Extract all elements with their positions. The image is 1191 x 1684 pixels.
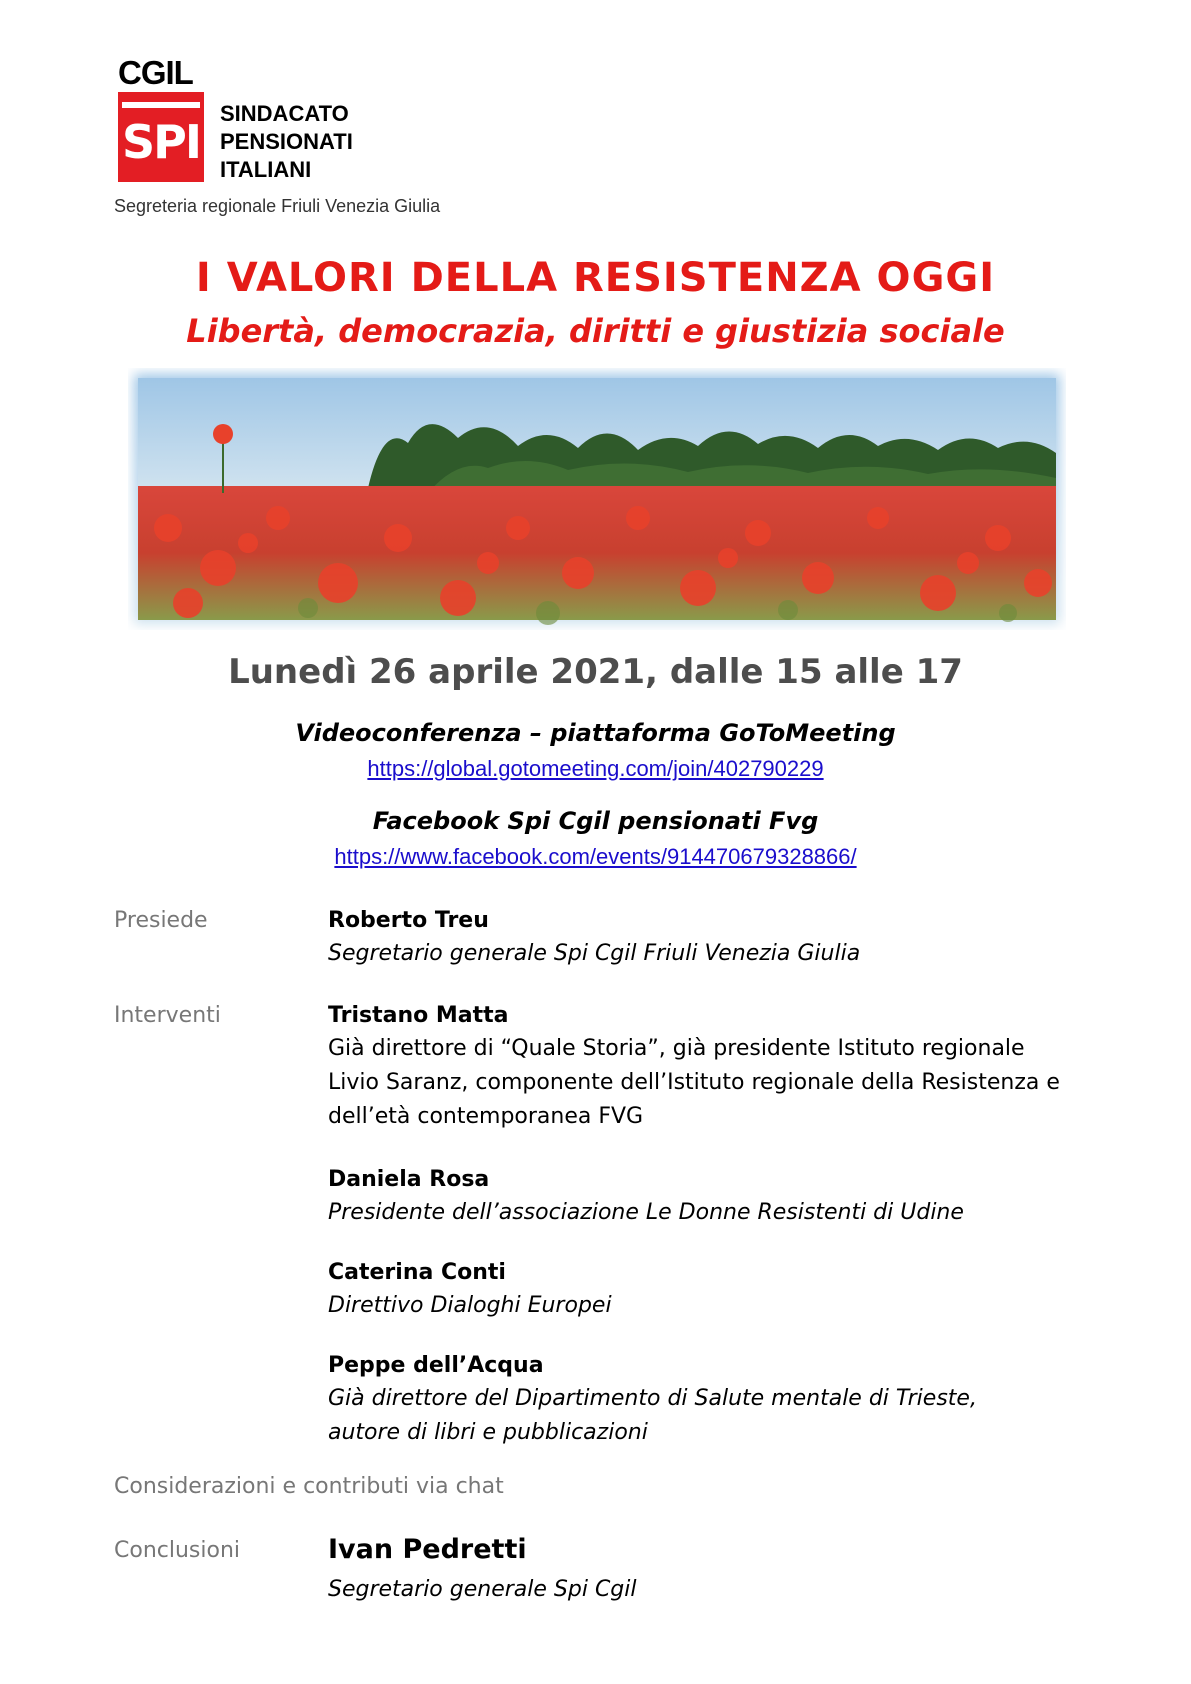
logo-spi-text: SPI [122,115,200,169]
spi-cgil-logo [118,56,368,186]
facebook-link[interactable]: https://www.facebook.com/events/914470679328866/ [334,844,857,869]
videoconference-title: Videoconferenza – piattaforma GoToMeeting [295,719,896,747]
role-line: Già direttore del Dipartimento di Salute mentale di Trieste, [328,1386,977,1411]
logo-spi-box [118,92,204,182]
segreteria-text: Segreteria regionale Friuli Venezia Giulia [114,196,441,216]
logo-line: ITALIANI [220,157,312,182]
speaker-name: Tristano Matta [328,1003,509,1028]
speaker-role [328,1382,977,1450]
event-date: Lunedì 26 aprile 2021, dalle 15 alle 17 [228,652,963,692]
role-line: autore di libri e pubblicazioni [328,1420,648,1445]
logo-bar [122,102,200,108]
speaker-name: Caterina Conti [328,1260,506,1285]
speaker-description [328,1032,1128,1134]
speaker-name: Peppe dell’Acqua [328,1353,544,1378]
facebook-title: Facebook Spi Cgil pensionati Fvg [372,807,819,835]
speaker-role: Segretario generale Spi Cgil Friuli Venezia Giulia [328,941,861,966]
speaker-name: Daniela Rosa [328,1167,490,1192]
logo-line: SINDACATO [220,101,349,126]
page-subtitle: Libertà, democrazia, diritti e giustizia sociale [186,312,1005,350]
logo-lines [220,100,353,184]
gotomeeting-link[interactable]: https://global.gotomeeting.com/join/402790229 [367,756,824,781]
interventi-label: Interventi [114,1003,221,1028]
presiede-label: Presiede [114,908,208,933]
speaker-name: Ivan Pedretti [328,1534,527,1565]
page-title: I VALORI DELLA RESISTENZA OGGI [195,255,996,301]
logo-cgil-text: CGIL [118,54,193,91]
poppy-field-image [128,368,1066,630]
chat-label: Considerazioni e contributi via chat [114,1474,504,1499]
description-line: dell’età contemporanea FVG [328,1104,644,1129]
conclusioni-label: Conclusioni [114,1538,241,1563]
speaker-name: Roberto Treu [328,908,489,933]
description-line: Già direttore di “Quale Storia”, già presidente Istituto regionale [328,1036,1025,1061]
speaker-role: Segretario generale Spi Cgil [328,1577,637,1602]
speaker-role: Presidente dell’associazione Le Donne Resistenti di Udine [328,1200,964,1225]
description-line: Livio Saranz, componente dell’Istituto regionale della Resistenza e [328,1070,1060,1095]
logo-line: PENSIONATI [220,129,353,154]
speaker-role: Direttivo Dialoghi Europei [328,1293,612,1318]
